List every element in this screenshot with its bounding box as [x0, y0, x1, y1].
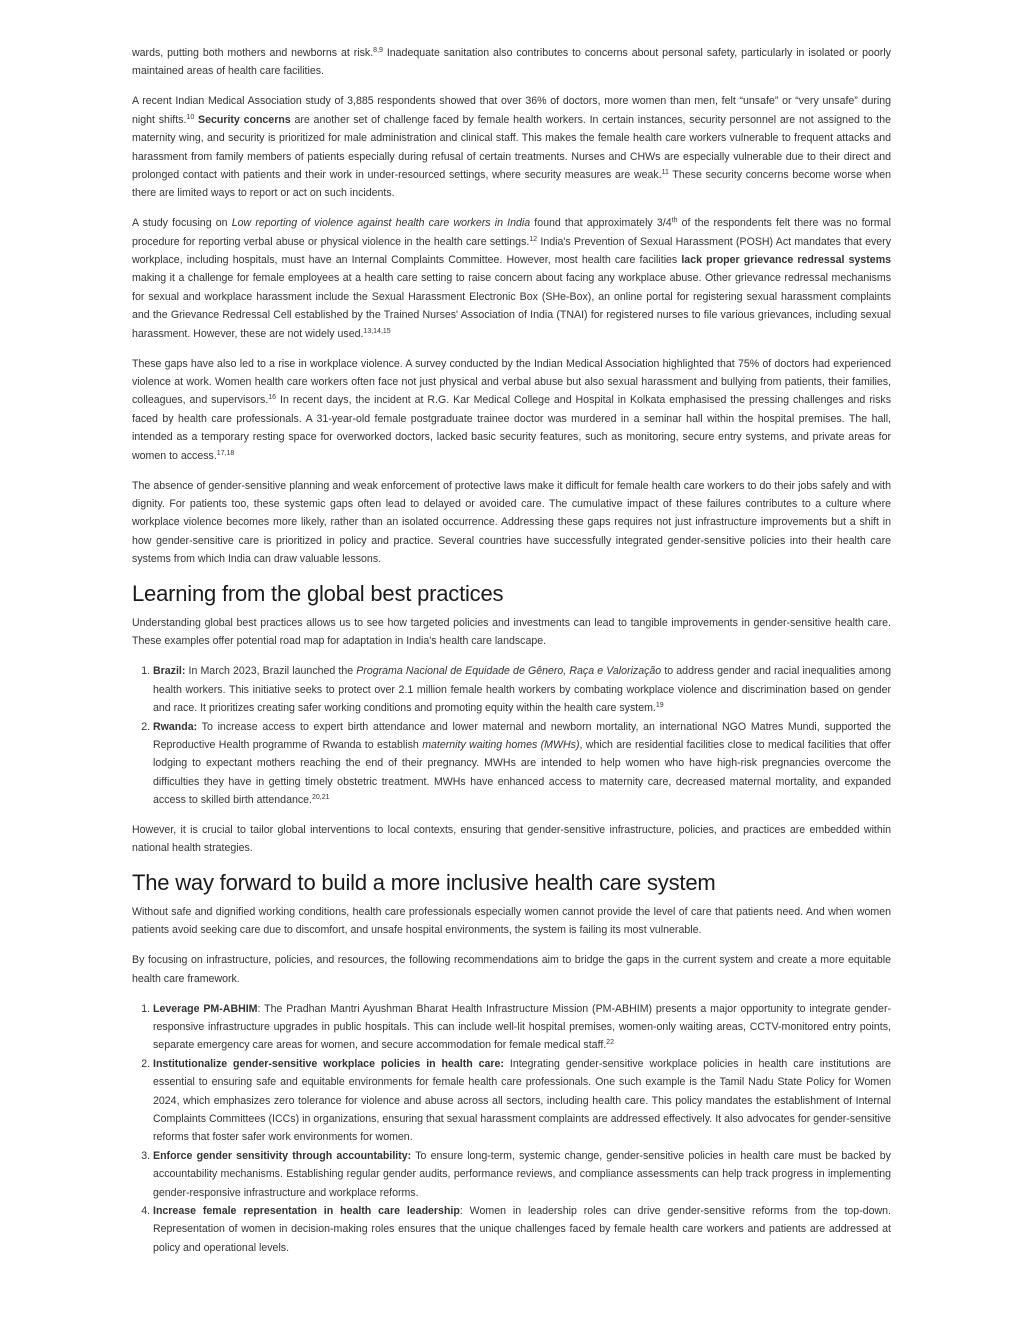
italic-title: Low reporting of violence against health care workers in India [231, 217, 531, 230]
text: : The Pradhan Mantri Ayushman Bharat Health Infrastructure Mission (PM-ABHIM) presents a major opportunity to integrate gender-responsive infrastructure upgrades in public hospitals. This can include well-lit hospital premises, women-only waiting areas, CCTV-monitored entry points, separate emergency care areas for women, and secure accommodation for female medical staff. [153, 1002, 891, 1052]
text: : Women in leadership roles can drive gender-sensitive reforms from the top-down. Representation of women in decision-making roles ensures that the unique challenges faced by female health care workers and patients are addressed at policy and operational levels. [153, 1205, 891, 1254]
citation: 16 [268, 394, 277, 402]
bold-term: Increase female representation in health care leadership [153, 1205, 460, 1218]
text: In recent days, the incident at R.G. Kar Medical College and Hospital in Kolkata emphasised the pressing challenges and risks faced by health care professionals. A 31-year-old female postgraduate trainee doctor was murdered in a seminar hall within the hospital premises. The hall, intended as a temporary resting space for overworked doctors, lacked basic security features, such as monitoring, secure entry systems, and private areas for women to access. [132, 394, 891, 462]
section-heading-way-forward: The way forward to build a more inclusive health care system [132, 869, 716, 895]
bold-term: Institutionalize gender-sensitive workplace policies in health care: [153, 1057, 504, 1070]
ordinal-suffix: th [671, 217, 678, 225]
text: found that approximately 3/4 [530, 217, 672, 230]
paragraph-dignified: Without safe and dignified working conditions, health care professionals especially women cannot provide the level of care that patients need. And when women patients avoid seeking care due to discomfort, and unsafe hospital environments, the system is failing its most vulnerable. [132, 905, 891, 937]
list-item-accountability [153, 1147, 891, 1202]
recommendations-list [132, 1000, 891, 1258]
paragraph-security [132, 92, 891, 202]
paragraph-sanitation [132, 44, 891, 81]
list-item-workplace-policies [153, 1055, 891, 1147]
citation: 13,14,15 [363, 327, 391, 335]
text: These gaps have also led to a rise in workplace violence. A survey conducted by the Indian Medical Association highlighted that 75% of doctors had experienced violence at work. Women health care workers often face not just physical and verbal abuse but also sexual harassment and bullying from patients, their families, colleagues, and supervisors. [132, 357, 891, 407]
list-item-pm-abhim [153, 1000, 891, 1055]
text: Integrating gender-sensitive workplace policies in health care institutions are essential to ensuring safe and equitable environments for female health care professionals. One such example is the Tamil Nadu State Policy for Women 2024, which emphasizes zero tolerance for violence and abuse across all sectors, including health care. This policy mandates the establishment of Internal Complaints Committees (ICCs) in organizations, ensuring that sexual harassment complaints are addressed effectively. It also advocates for gender-sensitive reforms that foster safer work environments for women. [153, 1057, 891, 1144]
citation: 22 [606, 1039, 615, 1047]
text: To increase access to expert birth attendance and lower maternal and newborn mortality, an international NGO Matres Mundi, supported the Reproductive Health programme of Rwanda to establish [153, 720, 891, 751]
paragraph-absence: The absence of gender-sensitive planning and weak enforcement of protective laws make it difficult for female health care workers to do their jobs safely and with dignity. For patients too, these systemic gaps often lead to delayed or avoided care. The cumulative impact of these failures contributes to a culture where workplace violence becomes more likely, rather than an isolated occurrence. Addressing these gaps requires not just infrastructure improvements but a shift in how gender-sensitive care is prioritized in policy and practice. Several countries have successfully integrated gender-sensitive policies into their health care systems from which India can draw valuable lessons. [132, 479, 891, 566]
citation: 12 [529, 235, 538, 243]
list-item-rwanda [153, 718, 891, 810]
paragraph-global-intro: Understanding global best practices allows us to see how targeted policies and investments can lead to tangible improvements in gender-sensitive health care. These examples offer potential road map for adaptation in India's health care landscape. [132, 617, 891, 648]
text: wards, putting both mothers and newborns at risk. [132, 47, 374, 59]
list-item-brazil [153, 662, 891, 717]
citation: 11 [661, 168, 669, 176]
citation: 20,21 [312, 794, 330, 802]
paragraph-violence [132, 355, 891, 465]
bold-term: Security concerns [194, 113, 291, 126]
citation: 19 [655, 702, 664, 710]
text: To ensure long-term, systemic change, gender-sensitive policies in health care must be backed by accountability mechanisms. Establishing regular gender audits, performance reviews, and compliance assessments can help track progress in implementing gender-responsive infrastructure and workplace reforms. [153, 1149, 891, 1199]
text: Inadequate sanitation also contributes to concerns about personal safety, particularly in isolated or poorly maintained areas of health care facilities. [132, 47, 891, 78]
text: are another set of challenge faced by female health workers. In certain instances, security personnel are not assigned to the maternity wing, and security is prioritized for male administration and clinical staff. This makes the female health care workers vulnerable to frequent attacks and harassment from family members of patients especially during refusal of certain treatments. Nurses and CHWs are especially vulnerable due to their direct and prolonged contact with patients and their work in under-resourced settings, where security measures are weak. [132, 113, 891, 181]
italic-title: Programa Nacional de Equidade de Gênero, Raça e Valorização [356, 665, 662, 678]
bold-term: Rwanda: [153, 720, 198, 733]
citation: 17,18 [216, 449, 235, 457]
text: , which are residential facilities close to medical facilities that offer lodging to expectant mothers reaching the end of their pregnancy. MWHs are intended to help women who have high-risk pregnancies overcome the difficulties they have in getting timely obstetric treatment. MWHs have enhanced access to maternity care, decreased maternal mortality, and expanded access to skilled birth attendance. [153, 739, 891, 807]
italic-term: maternity waiting homes (MWHs) [422, 739, 580, 751]
bold-term: Leverage PM-ABHIM [153, 1002, 258, 1015]
bold-term: lack proper grievance redressal systems [681, 254, 892, 267]
text: India's Prevention of Sexual Harassment (POSH) Act mandates that every workplace, including hospitals, must have an Internal Complaints Committee. However, most health care facilities [132, 235, 891, 267]
text: These security concerns become worse when there are limited ways to report or act on such incidents. [132, 168, 891, 200]
text: A recent Indian Medical Association study of 3,885 respondents showed that over 36% of doctors, more women than men, felt “unsafe” or “very unsafe” during night shifts. [132, 95, 891, 126]
bold-term: Enforce gender sensitivity through accountability: [153, 1149, 412, 1162]
document-page [132, 44, 891, 1268]
citation: 10 [186, 113, 195, 121]
best-practices-list [132, 662, 891, 809]
text: to address gender and racial inequalities among health workers. This initiative seeks to protect over 2.1 million female health workers by combating workplace violence and discrimination based on gender and race. It prioritizes creating safer working conditions and promoting equity within the health care system. [153, 665, 891, 715]
paragraph-recommendations-intro: By focusing on infrastructure, policies, and resources, the following recommendations aim to bridge the gaps in the current system and create a more equitable health care framework. [132, 954, 891, 985]
list-item-leadership [153, 1202, 891, 1257]
bold-term: Brazil: [153, 665, 186, 678]
text: In March 2023, Brazil launched the [185, 665, 357, 678]
text: making it a challenge for female employees at a health care setting to raise concern about facing any workplace abuse. Other grievance redressal mechanisms for sexual and workplace harassment include the Sexual Harassment Electronic Box (SHe-Box), an online portal for registering sexual harassment complaints and the Grievance Redressal Cell established by the Trained Nurses' Association of India (TNAI) for registered nurses to file various grievances, including sexual harassment. However, these are not widely used. [132, 272, 891, 340]
section-heading-global: Learning from the global best practices [132, 581, 504, 607]
text: A study focusing on [132, 217, 232, 230]
citation: 8,9 [373, 47, 383, 54]
paragraph-reporting [132, 214, 891, 343]
text: of the respondents felt there was no formal procedure for reporting verbal abuse or physical violence in the health care settings. [132, 217, 891, 248]
paragraph-local-context: However, it is crucial to tailor global interventions to local contexts, ensuring that gender-sensitive infrastructure, policies, and practices are embedded within national health strategies. [132, 823, 891, 855]
